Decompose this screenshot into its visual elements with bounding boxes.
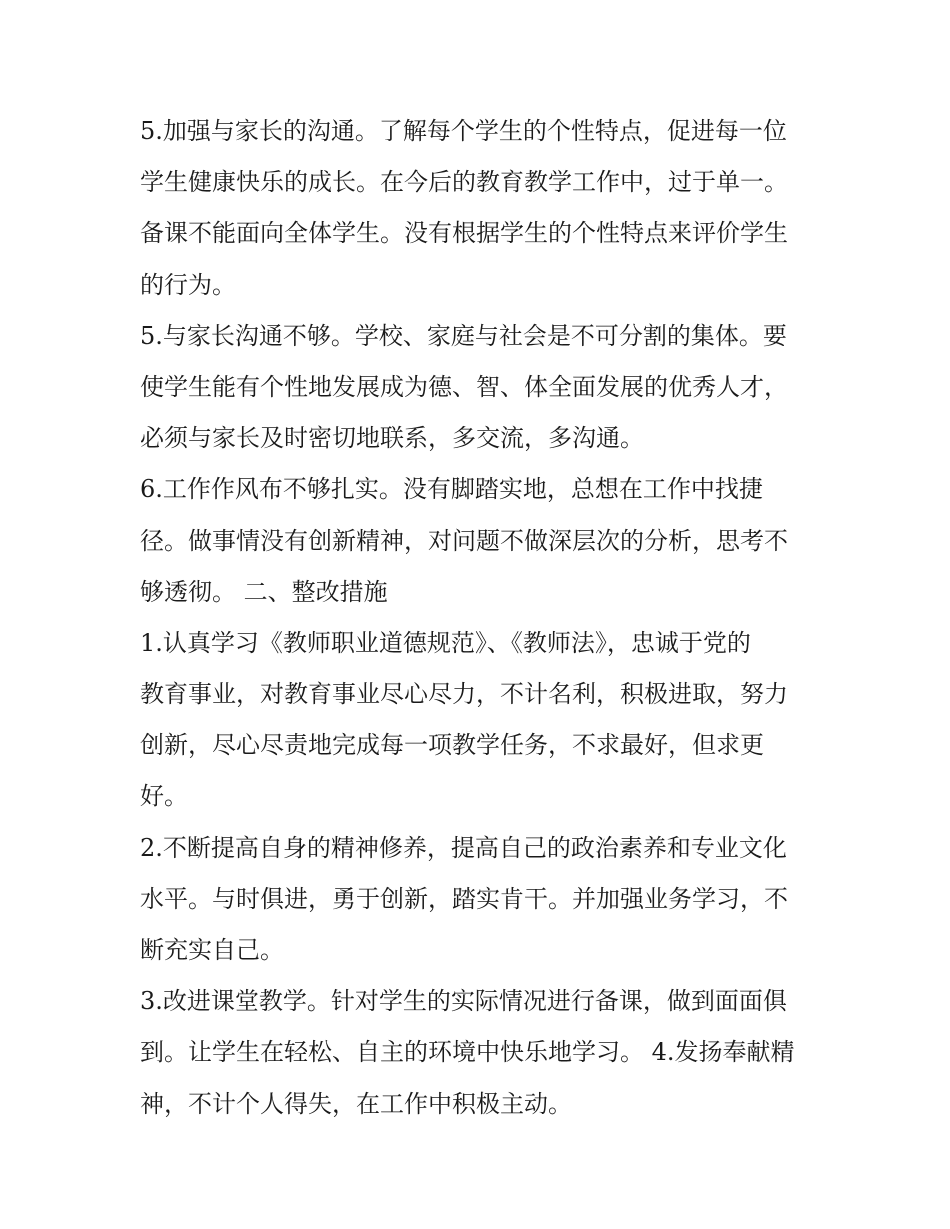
- text-line: 教育事业，对教育事业尽心尽力，不计名利，积极进取，努力: [140, 680, 788, 709]
- text-line: 使学生能有个性地发展成为德、智、体全面发展的优秀人才，: [140, 372, 788, 401]
- text-line: 2.不断提高自身的精神修养，提高自己的政治素养和专业文化: [140, 833, 787, 862]
- text-line: 学生健康快乐的成长。在今后的教育教学工作中，过于单一。: [140, 168, 788, 197]
- text-line: 1.认真学习《教师职业道德规范》、《教师法》，忠诚于党的: [140, 628, 751, 657]
- text-line: 断充实自己。: [140, 936, 284, 964]
- text-line: 神，不计个人得失，在工作中积极主动。: [140, 1089, 572, 1118]
- text-line: 备课不能面向全体学生。没有根据学生的个性特点来评价学生: [140, 219, 788, 248]
- text-line: 够透彻。 二、整改措施: [140, 577, 388, 606]
- text-line: 创新，尽心尽责地完成每一项教学任务，不求最好，但求更: [140, 731, 764, 760]
- document-body: [140, 106, 820, 1130]
- text-line: 的行为。: [140, 270, 236, 299]
- text-line: 5.与家长沟通不够。学校、家庭与社会是不可分割的集体。要: [140, 321, 787, 350]
- text-line: 到。让学生在轻松、自主的环境中快乐地学习。 4.发扬奉献精: [140, 1038, 795, 1067]
- text-line: 径。做事情没有创新精神，对问题不做深层次的分析，思考不: [140, 526, 788, 555]
- text-line: 好。: [140, 782, 188, 811]
- text-line: 5.加强与家长的沟通。了解每个学生的个性特点，促进每一位: [140, 117, 787, 145]
- text-line: 水平。与时俱进，勇于创新，踏实肯干。并加强业务学习，不: [140, 884, 788, 913]
- text-line: 3.改进课堂教学。针对学生的实际情况进行备课，做到面面俱: [140, 987, 787, 1016]
- text-line: 必须与家长及时密切地联系，多交流，多沟通。: [140, 424, 644, 453]
- text-line: 6.工作作风布不够扎实。没有脚踏实地，总想在工作中找捷: [140, 475, 763, 504]
